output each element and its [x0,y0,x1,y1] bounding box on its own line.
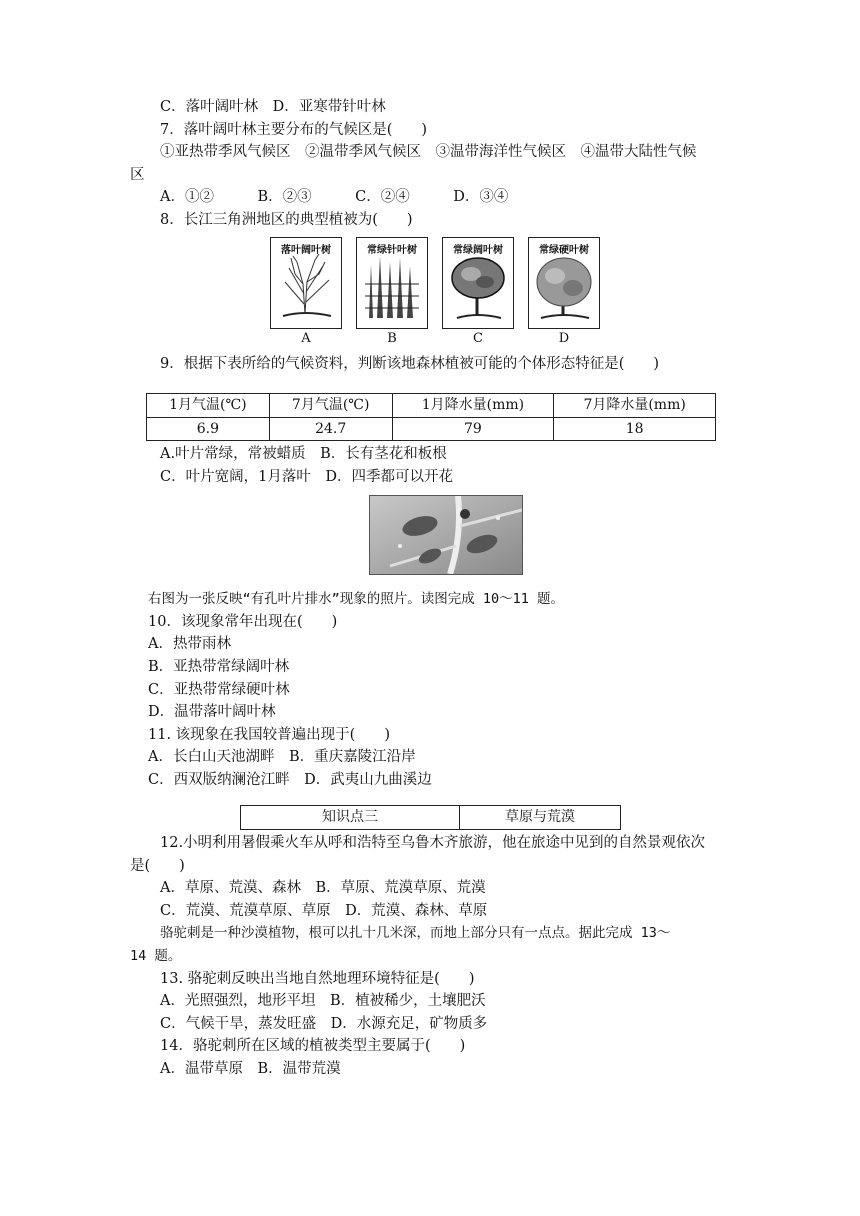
value-cell: 18 [554,417,716,441]
panel-b-title: 常绿针叶树 [367,244,417,256]
q10-stem: 10．该现象常年出现在( ) [148,613,338,630]
sclerophyll-tree-icon [533,254,595,324]
panel-a [270,237,342,329]
panel-c-title: 常绿阔叶树 [453,244,503,256]
conifer-tree-icon [361,254,423,324]
q6-options-cd: C．落叶阔叶林 D．亚寒带针叶林 [160,99,386,115]
q7-choices: A．①② B．②③ C．②④ D．③④ [160,189,509,206]
q10-option: A．热带雨林 [148,636,231,653]
header-cell: 7月气温(℃) [269,394,392,418]
panel-letters [130,329,730,349]
q8-stem: 8．长江三角洲地区的典型植被为( ) [160,211,413,228]
header-cell: 1月降水量(mm) [392,394,554,418]
q7-options-b: 区 [130,166,145,183]
panel-b [356,237,428,329]
panel-c [442,237,514,329]
value-cell: 79 [392,417,554,441]
exam-page [130,96,730,1081]
panel-a-title: 落叶阔叶树 [281,244,331,256]
q9-options-ab: A.叶片常绿，常被蜡质 B．长有茎花和板根 [160,446,447,463]
q7-options-a: ①亚热带季风气候区 ②温带季风气候区 ③温带海洋性气候区 ④温带大陆性气候 [160,144,697,161]
letter-a: A [301,330,311,346]
panel-d [528,237,600,329]
value-cell: 24.7 [269,417,392,441]
q10-option: D．温带落叶阔叶林 [148,704,276,721]
q13-options-cd: C．气候干旱，蒸发旺盛 D．水源充足，矿物质多 [160,1015,488,1032]
panel-d-title: 常绿硬叶树 [539,244,589,256]
broadleaf-evergreen-tree-icon [447,254,509,324]
q14-options-ab: A．温带草原 B．温带荒漠 [160,1061,341,1077]
q9-options-cd: C．叶片宽阔，1月落叶 D．四季都可以开花 [160,468,453,485]
q13-intro: 骆驼刺是一种沙漠植物，根可以扎十几米深，而地上部分只有一点点。据此完成 13～ [160,925,671,942]
q12-stem: 12.小明利用暑假乘火车从呼和浩特至乌鲁木齐旅游，他在旅途中见到的自然景观依次 [160,835,706,852]
q12-options-cd: C．荒漠、荒漠草原、草原 D．荒漠、森林、草原 [160,902,488,919]
q10-option: B．亚热带常绿阔叶林 [148,658,290,675]
letter-d: D [558,330,570,346]
q12-options-ab: A．草原、荒漠、森林 B．草原、荒漠草原、荒漠 [160,880,486,897]
value-cell: 6.9 [147,417,270,441]
tree-figure [130,237,730,329]
q11-stem: 11. 该现象在我国较普遍出现于( ) [148,726,390,743]
q10-option: C．亚热带常绿硬叶林 [148,681,290,698]
header-cell: 1月气温(℃) [147,394,270,418]
knowledge-point-topic: 草原与荒漠 [460,806,621,830]
q13-options-ab: A．光照强烈，地形平坦 B．植被稀少，土壤肥沃 [160,993,486,1010]
q11-options-cd: C．西双版纳澜沧江畔 D．武夷山九曲溪边 [148,771,432,788]
leaf-drainage-photo [369,495,523,575]
q13-intro-cont: 14 题。 [130,948,182,965]
header-cell: 7月降水量(mm) [554,394,716,418]
q13-stem: 13. 骆驼刺反映出当地自然地理环境特征是( ) [160,970,475,987]
q7-stem: 7．落叶阔叶林主要分布的气候区是( ) [160,121,428,138]
q12-stem-cont: 是( ) [130,857,185,874]
q11-options-ab: A．长白山天池湖畔 B．重庆嘉陵江沿岸 [148,749,416,766]
climate-table [146,393,716,441]
letter-c: C [473,330,483,346]
q9-stem: 9．根据下表所给的气候资料，判断该地森林植被可能的个体形态特征是( ) [160,355,660,372]
knowledge-point-box [240,805,621,830]
q14-stem: 14．骆驼刺所在区域的植被类型主要属于( ) [160,1038,466,1055]
deciduous-tree-icon [275,254,337,324]
letter-b: B [387,330,397,346]
knowledge-point-label: 知识点三 [241,806,460,830]
q10-intro: 右图为一张反映“有孔叶片排水”现象的照片。读图完成 10～11 题。 [148,591,565,608]
